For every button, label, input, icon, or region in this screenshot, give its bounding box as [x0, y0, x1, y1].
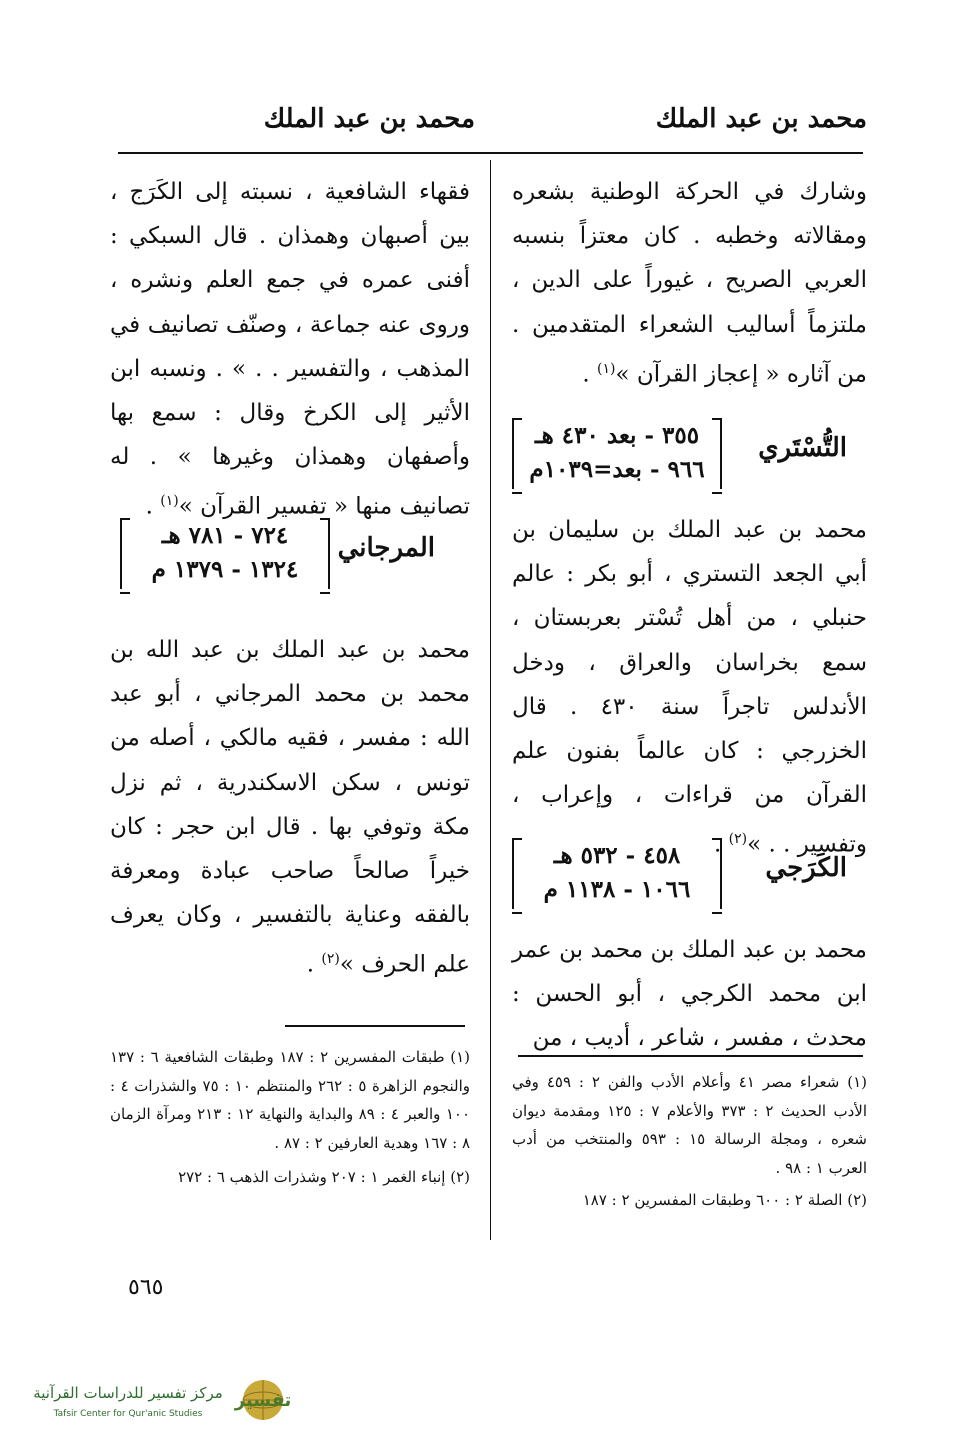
footnote-rule-right [518, 1055, 863, 1057]
entry-dates-bracket [120, 519, 330, 589]
running-head-right: محمد بن عبد الملك [655, 104, 867, 134]
entry-paragraph: محمد بن عبد الملك بن سليمان بن أبي الجعد التستري ، أبو بكر : عالم حنبلي ، من أهل تُسْتر بعربستان ، سمع بخراسان والعراق ، ودخل الأندلس تاجراً سنة ٤٣٠ . قال الخزرجي : كان عالماً بفنون علم القرآن من قراءات ، وإعراب ، وتفسير . . »$^{(٢)}$ . [512, 517, 867, 859]
logo-arabic-name: مركز تفسير للدراسات القرآنية [33, 1384, 223, 1402]
date-hijri: ٣٥٥ - بعد ٤٣٠ هـ [534, 422, 700, 449]
entry-header-karaji [512, 835, 867, 921]
right-intro-paragraph: وشارك في الحركة الوطنية بشعره ومقالاته وخطبه . كان معتزاً بنسبه العربي الصريح ، غيوراً على الدين ، ملتزماً أساليب الشعراء المتقدمين . من آثاره « إعجاز القرآن »$^{(١)}$ . [512, 179, 867, 388]
entry-dates-bracket [512, 419, 722, 489]
date-gregorian: ٩٦٦ - بعد=١٠٣٩م [529, 456, 705, 483]
entry-header-tustari [512, 415, 867, 501]
column-divider [490, 160, 491, 1240]
footnote-ref: (٢) [321, 951, 340, 968]
footnote-ref: (٢) [728, 831, 748, 848]
logo-emblem-icon [18, 1374, 318, 1424]
entry-body-tustari [512, 508, 867, 867]
date-hijri: ٧٢٤ - ٧٨١ هـ [161, 522, 289, 549]
date-hijri: ٤٥٨ - ٥٣٢ هـ [553, 842, 681, 869]
logo-emblem-text: تفسير [234, 1390, 292, 1411]
header-rule [118, 152, 863, 154]
entry-name: المرجاني [337, 533, 435, 563]
publisher-logo [18, 1374, 318, 1424]
left-intro-block [110, 170, 470, 529]
footnote: (٢) الصلة ٢ : ٦٠٠ وطبقات المفسرين ٢ : ١٨٧ [582, 1191, 867, 1209]
footnote-ref: (١) [596, 360, 616, 377]
entry-body-karaji [512, 928, 867, 1061]
footnote: (١) طبقات المفسرين ٢ : ١٨٧ وطبقات الشافعية ٦ : ١٣٧ والنجوم الزاهرة ٥ : ٢٦٢ والمنتظم ١٠ : ٧٥ والشذرات ٤ : ١٠٠ والعبر ٤ : ٨٩ والبداية والنهاية ١٢ : ٢١٣ ومرآة الزمان ٨ : ١٦٧ وهدية العارفين ٢ : ٨٧ . [110, 1048, 470, 1152]
date-gregorian: ١٣٢٤ - ١٣٧٩ م [151, 556, 299, 583]
entry-paragraph: محمد بن عبد الملك بن عبد الله بن محمد بن محمد المرجاني ، أبو عبد الله : مفسر ، فقيه مالكي ، أصله من تونس ، سكن الاسكندرية ، ثم نزل مكة وتوفي بها . قال ابن حجر : كان خيراً صالحاً صاحب عبادة ومعرفة بالفقه وعناية بالتفسير ، وكان يعرف علم الحرف »$^{(٢)}$ . [110, 637, 470, 979]
entry-name: الكَرَجي [765, 853, 847, 883]
date-gregorian: ١٠٦٦ - ١١٣٨ م [543, 876, 691, 903]
entry-paragraph: محمد بن عبد الملك بن محمد بن عمر ابن محمد الكرجي ، أبو الحسن : محدث ، مفسر ، شاعر ، أديب ، من [512, 937, 867, 1052]
logo-english-name: Tafsir Center for Qur'anic Studies [53, 1409, 203, 1419]
footnotes-right [512, 1068, 867, 1215]
footnote-rule-left [285, 1025, 465, 1027]
footnote-ref: (١) [160, 493, 179, 510]
footnotes-left [110, 1043, 470, 1192]
entry-dates-bracket [512, 839, 722, 909]
running-head-left: محمد بن عبد الملك [263, 104, 475, 134]
right-intro-block [512, 170, 867, 397]
entry-body-marjani [110, 628, 470, 987]
footnote: (٢) إنباء الغمر ١ : ٢٠٧ وشذرات الذهب ٦ : ٢٧٢ [178, 1168, 470, 1186]
left-intro-paragraph: فقهاء الشافعية ، نسبته إلى الكَرَج ، بين أصبهان وهمذان . قال السبكي : أفنى عمره في جمع العلم ونشره ، وروى عنه جماعة ، وصنّف تصانيف في المذهب ، والتفسير . . » . ونسبه ابن الأثير إلى الكرخ وقال : سمع بها وأصفهان وهمذان وغيرها » . له تصانيف منها « تفسير القرآن »$^{(١)}$ . [110, 179, 470, 521]
entry-header-marjani [110, 515, 470, 601]
footnote: (١) شعراء مصر ٤١ وأعلام الأدب والفن ٢ : ٤٥٩ وفي الأدب الحديث ٢ : ٣٧٣ والأعلام ٧ : ١٢٥ ومقدمة ديوان شعره ، ومجلة الرسالة ١٥ : ٥٩٣ والمنتخب من أدب العرب ١ : ٩٨ . [512, 1073, 868, 1177]
page-number: ٥٦٥ [128, 1275, 164, 1300]
entry-name: التُّسْتَري [758, 433, 847, 463]
